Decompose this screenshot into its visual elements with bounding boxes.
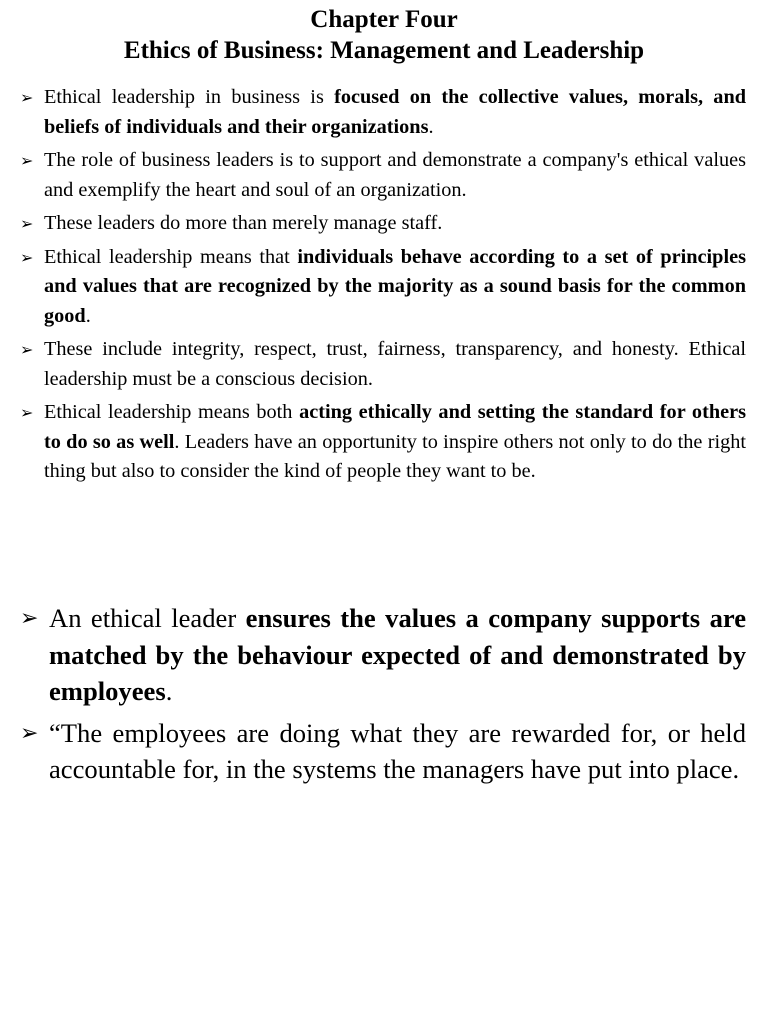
arrow-bullet-icon: ➢: [20, 720, 39, 746]
item-text-after: .: [165, 676, 173, 706]
list-item: [20, 600, 746, 710]
item-emphasis: focused on the collective values, morals, and beliefs of individuals and their organizations: [44, 86, 747, 138]
arrow-bullet-icon: ➢: [20, 151, 34, 170]
bullet-list-main: [20, 83, 746, 491]
bullet-list-large: [20, 600, 746, 793]
arrow-bullet-icon: ➢: [20, 606, 39, 631]
item-emphasis: individuals behave according to a set of principles and values that are recognized by the majority as a sound basis for the common good: [44, 245, 746, 327]
item-emphasis: ensures the values a company supports are matched by the behaviour expected of and demonstrated by employees: [49, 603, 746, 706]
list-item: [20, 209, 746, 239]
list-item: [20, 83, 746, 142]
item-emphasis: acting ethically and setting the standard for others to do so as well: [44, 401, 746, 453]
item-text: An ethical leader: [49, 603, 246, 633]
arrow-bullet-icon: ➢: [20, 214, 34, 233]
arrow-bullet-icon: ➢: [20, 403, 34, 422]
arrow-bullet-icon: ➢: [20, 88, 34, 107]
item-text: These include integrity, respect, trust, fairness, transparency, and honesty. Ethical leadership must be a conscious decision.: [44, 338, 746, 390]
item-text: Ethical leadership means that: [44, 245, 298, 268]
item-text: Ethical leadership in business is: [44, 86, 335, 108]
chapter-title: Ethics of Business: Management and Leadership: [123, 37, 645, 64]
item-text: These leaders do more than merely manage staff.: [44, 212, 443, 234]
list-item: [20, 146, 746, 205]
list-item: [20, 398, 746, 487]
item-text: Ethical leadership means both: [44, 401, 300, 423]
item-text-after: . Leaders have an opportunity to inspire others not only to do the right thing but also to consider the kind of people they want to be.: [44, 430, 746, 482]
list-item: [20, 335, 746, 394]
item-text: The role of business leaders is to support and demonstrate a company's ethical values and exemplify the heart and soul of an organization.: [44, 149, 746, 201]
item-text-after: .: [85, 304, 91, 327]
item-text-after: .: [428, 115, 434, 138]
list-item: [20, 715, 746, 788]
arrow-bullet-icon: ➢: [20, 247, 34, 267]
arrow-bullet-icon: ➢: [20, 340, 34, 359]
chapter-heading: Chapter Four: [310, 6, 458, 33]
list-item: [20, 243, 746, 332]
title-block: [0, 4, 768, 66]
item-text: “The employees are doing what they are rewarded for, or held accountable for, in the systems the managers have put into place.: [49, 717, 746, 784]
